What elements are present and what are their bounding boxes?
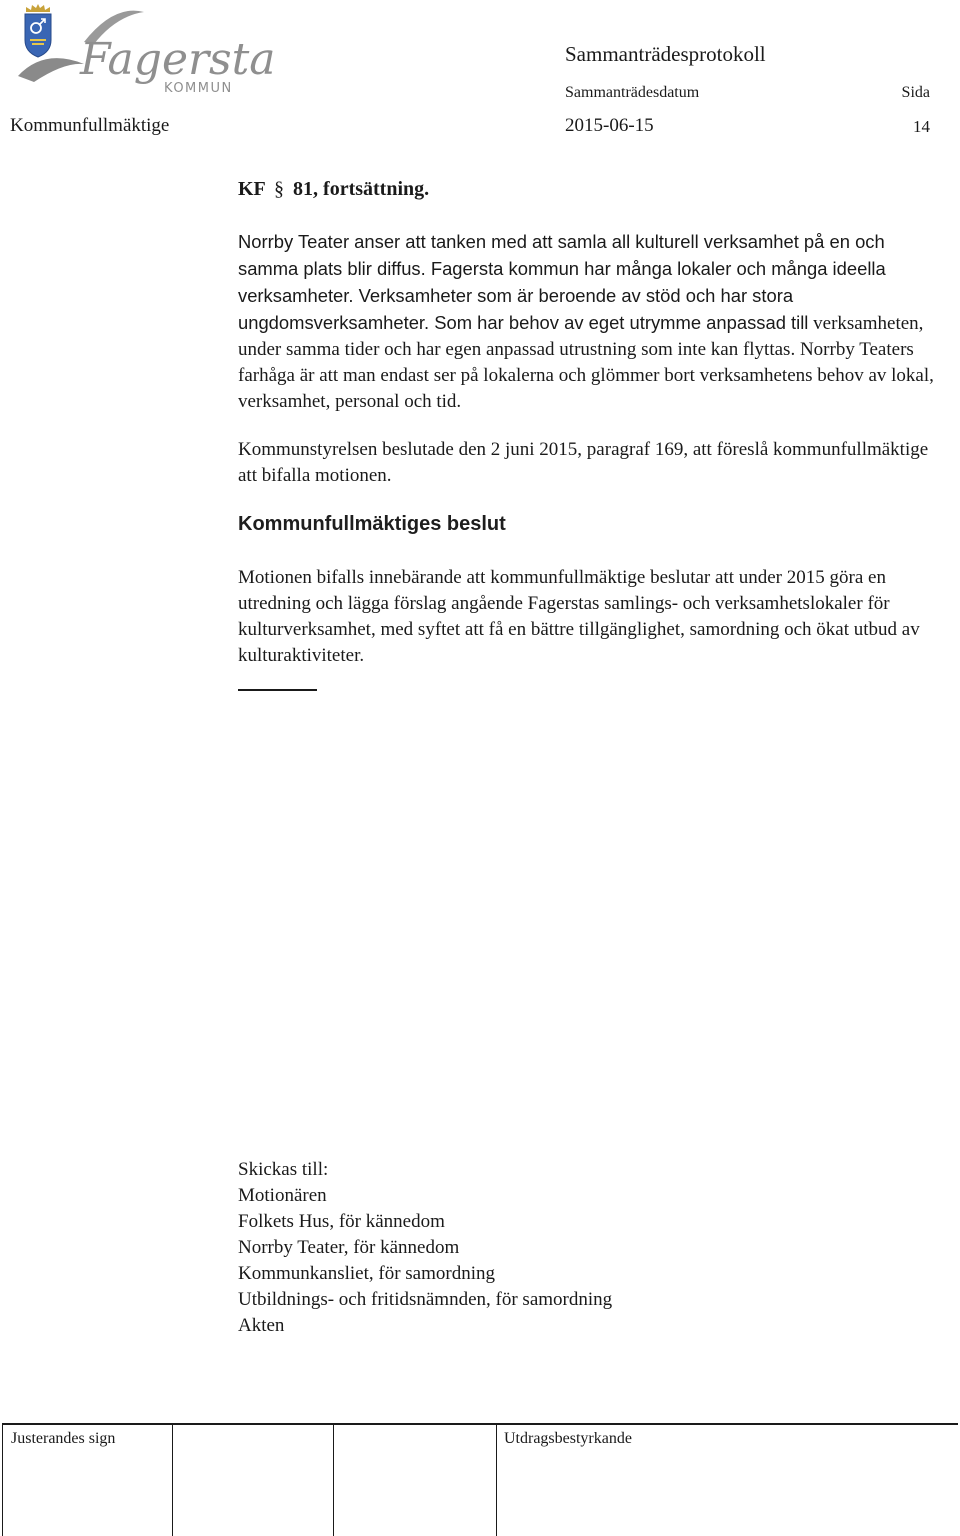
signature-table	[2, 1423, 958, 1536]
paragraph-rest: verksamheten, under samma tider och har egen anpassad utrustning som inte kan flyttas. Norrby Teaters farhåga är att man endast ser på lokalerna och glömmer bort verksamhetens behov av lokal, verksamhet, personal och tid.	[238, 313, 934, 412]
date-label: Sammanträdesdatum	[565, 84, 700, 101]
signature-cell	[172, 1425, 173, 1536]
signature-cell	[333, 1425, 334, 1536]
section-rest: 81, fortsättning.	[293, 178, 430, 200]
distribution-list	[238, 1157, 612, 1339]
decision-text: Motionen bifalls innebärande att kommunfullmäktige beslutar att under 2015 göra en utredning och lägga förslag angående Fagerstas samlings- och verksamhetslokaler för kulturverksamhet, med syftet att få en bättre tillgänglighet, samordning och ökat utbud av kulturaktiviteter.	[238, 567, 920, 666]
paragraph-kommunstyrelsen: Kommunstyrelsen beslutade den 2 juni 2015, paragraf 169, att föreslå kommunfullmäktige att bifalla motionen.	[238, 439, 929, 486]
distribution-item: Norrby Teater, för kännedom	[238, 1237, 460, 1258]
page-label: Sida	[901, 84, 930, 101]
distribution-item: Motionären	[238, 1185, 327, 1206]
extract-cell	[496, 1425, 497, 1536]
distribution-item: Akten	[238, 1315, 285, 1336]
document-type: Sammanträdesprotokoll	[565, 42, 766, 66]
distribution-item: Kommunkansliet, för samordning	[238, 1263, 495, 1284]
meeting-date: 2015-06-15	[565, 115, 654, 136]
page-number: 14	[913, 117, 930, 136]
paragraph-norrby-teater	[238, 229, 938, 415]
section-title	[238, 178, 429, 201]
fagersta-kommun-logo	[14, 4, 276, 96]
section-prefix: KF	[238, 178, 266, 200]
sign-label: Justerandes sign	[11, 1430, 116, 1447]
assembly-name: Kommunfullmäktige	[10, 115, 170, 136]
coat-of-arms-icon	[25, 4, 51, 57]
distribution-item: Utbildnings- och fritidsnämnden, för samordning	[238, 1289, 613, 1310]
end-rule	[238, 689, 317, 691]
svg-text:KOMMUN: KOMMUN	[164, 81, 233, 96]
distribution-heading: Skickas till:	[238, 1159, 329, 1180]
signature-cell	[2, 1425, 3, 1536]
distribution-item: Folkets Hus, för kännedom	[238, 1211, 445, 1232]
decision-heading: Kommunfullmäktiges beslut	[238, 513, 506, 535]
extract-label: Utdragsbestyrkande	[504, 1430, 632, 1447]
paragraph-lead: Norrby Teater anser att tanken med att samla all kulturell verksamhet på en och samma plats blir diffus. Fagersta kommun har många lokaler och många ideella verksamheter. Verksamheter som är beroende av stöd och har stora ungdomsverksamheter. Som har behov av eget utrymme anpassad till	[238, 231, 886, 333]
svg-text:Fagersta: Fagersta	[80, 34, 276, 85]
paragraph-symbol: §	[274, 178, 285, 200]
